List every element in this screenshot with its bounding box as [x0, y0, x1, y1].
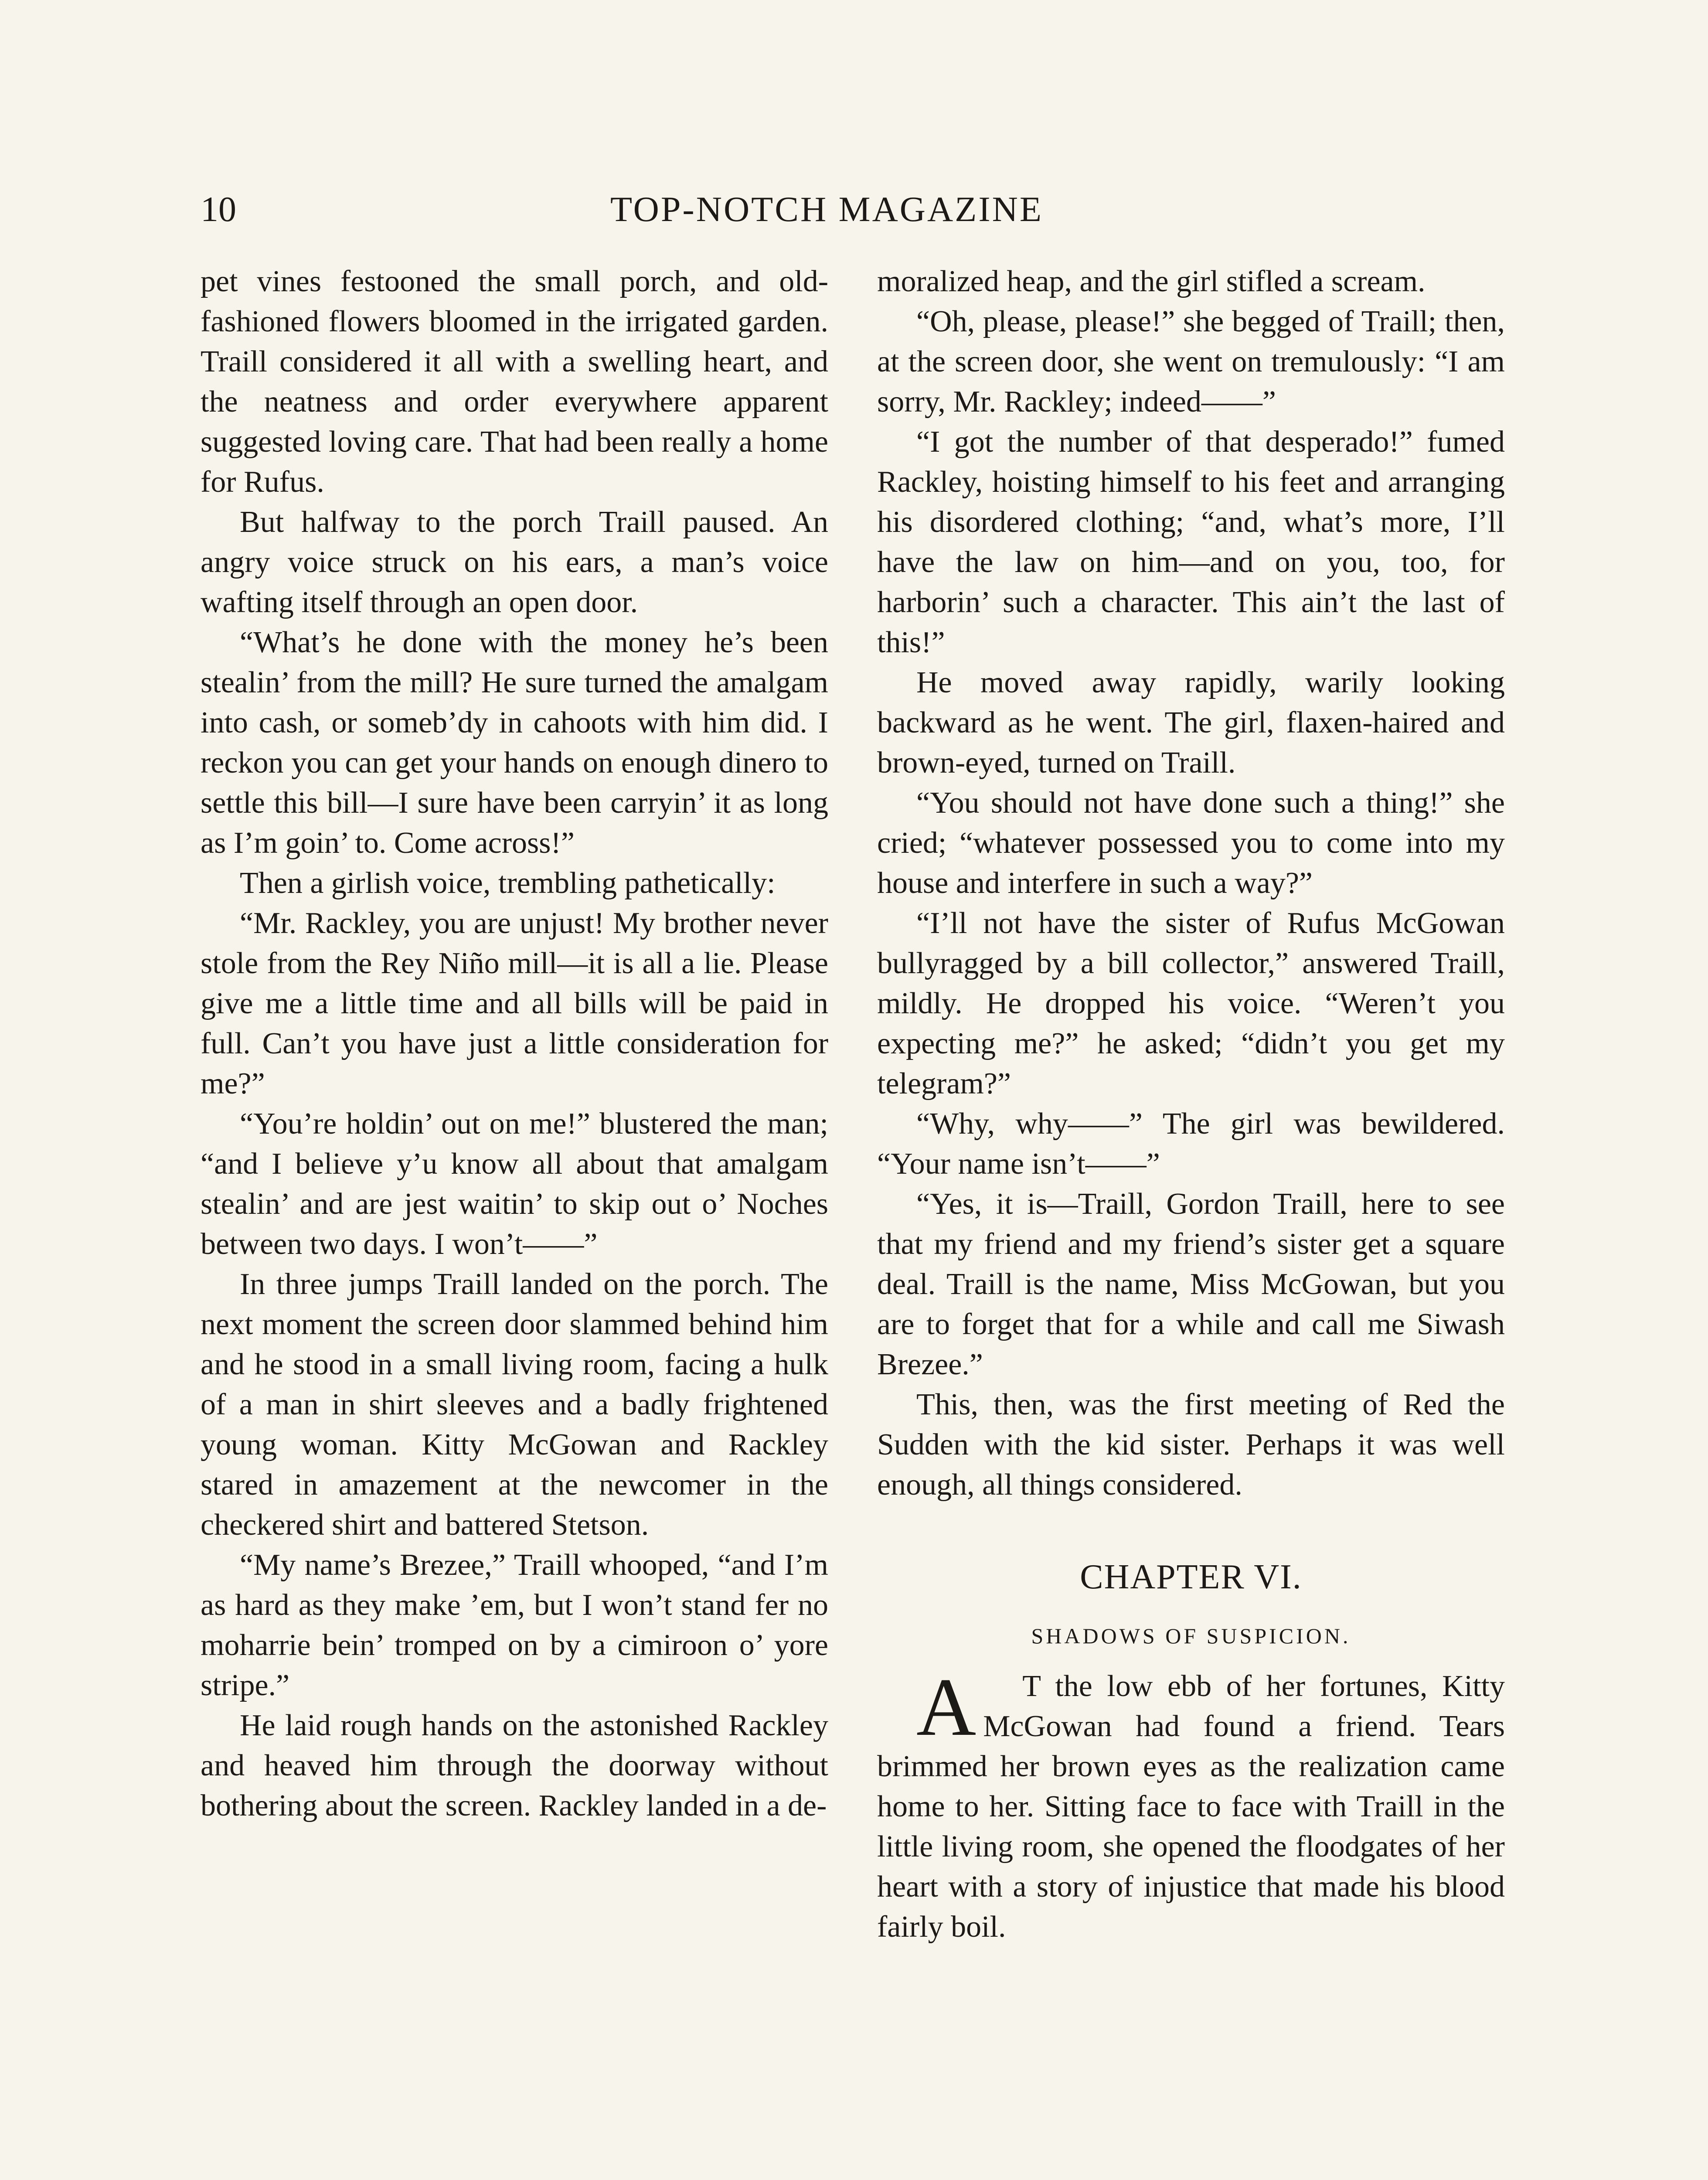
paragraph: moralized heap, and the girl stifled a scream. — [877, 265, 1426, 298]
paragraph: “Why, why——” The girl was bewildered. “Your name isn’t——” — [877, 1107, 1505, 1181]
chapter-title: CHAPTER VI. — [1080, 1558, 1302, 1596]
paragraph: This, then, was the first meeting of Red the Sudden with the kid sister. Perhaps it was well enough, all things considered. — [877, 1388, 1505, 1502]
paragraph: In three jumps Traill landed on the porch. The next moment the screen door slammed behind him and he stood in a small living room, facing a hulk of a man in shirt sleeves and a badly frightened young woman. Kitty McGowan and Rackley stared in amazement at the newcomer in the checkered shirt and battered Stetson. — [201, 1267, 828, 1542]
paragraph: “I got the number of that desperado!” fumed Rackley, hoisting himself to his feet and arranging his disordered clothing; “and, what’s more, I’ll have the law on him—and on you, too, for harborin’ such a character. This ain’t the last of this!” — [877, 425, 1505, 659]
drop-cap: A — [916, 1662, 976, 1753]
right-column — [877, 262, 1505, 1947]
paragraph: Then a girlish voice, trembling pathetically: — [240, 866, 776, 900]
paragraph: “Yes, it is—Traill, Gordon Traill, here to see that my friend and my friend’s sister get a square deal. Traill is the name, Miss McGowan, but you are to forget that for a while and call me Siwash Brezee.” — [877, 1187, 1505, 1381]
paragraph: pet vines festooned the small porch, and old-fashioned flowers bloomed in the irrigated garden. Traill considered it all with a swelling heart, and the neatness and order everywhere apparent suggested loving care. That had been really a home for Rufus. — [201, 265, 828, 499]
chapter-opening-text: T the low ebb of her fortunes, Kitty McGowan had found a friend. Tears brimmed her brown eyes as the realization came home to her. Sitting face to face with Traill in the little living room, she opened the floodgates of her heart with a story of injustice that made his blood fairly boil. — [877, 1669, 1505, 1944]
page-number: 10 — [201, 189, 236, 229]
paragraph: “My name’s Brezee,” Traill whooped, “and I’m as hard as they make ’em, but I won’t stand fer no moharrie bein’ tromped on by a cimiroon o’ yore stripe.” — [201, 1548, 828, 1702]
left-column — [201, 262, 828, 1826]
paragraph: “You’re holdin’ out on me!” blustered the man; “and I believe y’u know all about that amalgam stealin’ and are jest waitin’ to skip out o’ Noches between two days. I won’t——” — [201, 1107, 828, 1261]
magazine-title: TOP-NOTCH MAGAZINE — [610, 189, 1043, 229]
paragraph: “Mr. Rackley, you are unjust! My brother never stole from the Rey Niño mill—it is all a lie. Please give me a little time and all bills will be paid in full. Can’t you have just a little consideration for me?” — [201, 906, 828, 1100]
paragraph: But halfway to the porch Traill paused. An angry voice struck on his ears, a man’s voice wafting itself through an open door. — [201, 505, 828, 619]
chapter-subtitle: SHADOWS OF SUSPICION. — [1031, 1624, 1351, 1648]
paragraph: He laid rough hands on the astonished Rackley and heaved him through the doorway without bothering about the screen. Rackley landed in a de- — [201, 1709, 828, 1822]
paragraph: “You should not have done such a thing!” she cried; “whatever possessed you to come into my house and interfere in such a way?” — [877, 786, 1505, 900]
paragraph: He moved away rapidly, warily looking backward as he went. The girl, flaxen-haired and brown-eyed, turned on Traill. — [877, 666, 1505, 780]
running-head — [201, 183, 1072, 235]
paragraph: “Oh, please, please!” she begged of Traill; then, at the screen door, she went on tremulously: “I am sorry, Mr. Rackley; indeed——” — [877, 305, 1505, 419]
chapter-opening-paragraph — [877, 1662, 1505, 1947]
paragraph: “What’s he done with the money he’s been stealin’ from the mill? He sure turned the amalgam into cash, or someb’dy in cahoots with him did. I reckon you can get your hands on enough dinero to settle this bill—I sure have been carryin’ it as long as I’m goin’ to. Come across!” — [201, 626, 828, 860]
paragraph: “I’ll not have the sister of Rufus McGowan bullyragged by a bill collector,” answered Traill, mildly. He dropped his voice. “Weren’t you expecting me?” he asked; “didn’t you get my telegram?” — [877, 906, 1505, 1100]
